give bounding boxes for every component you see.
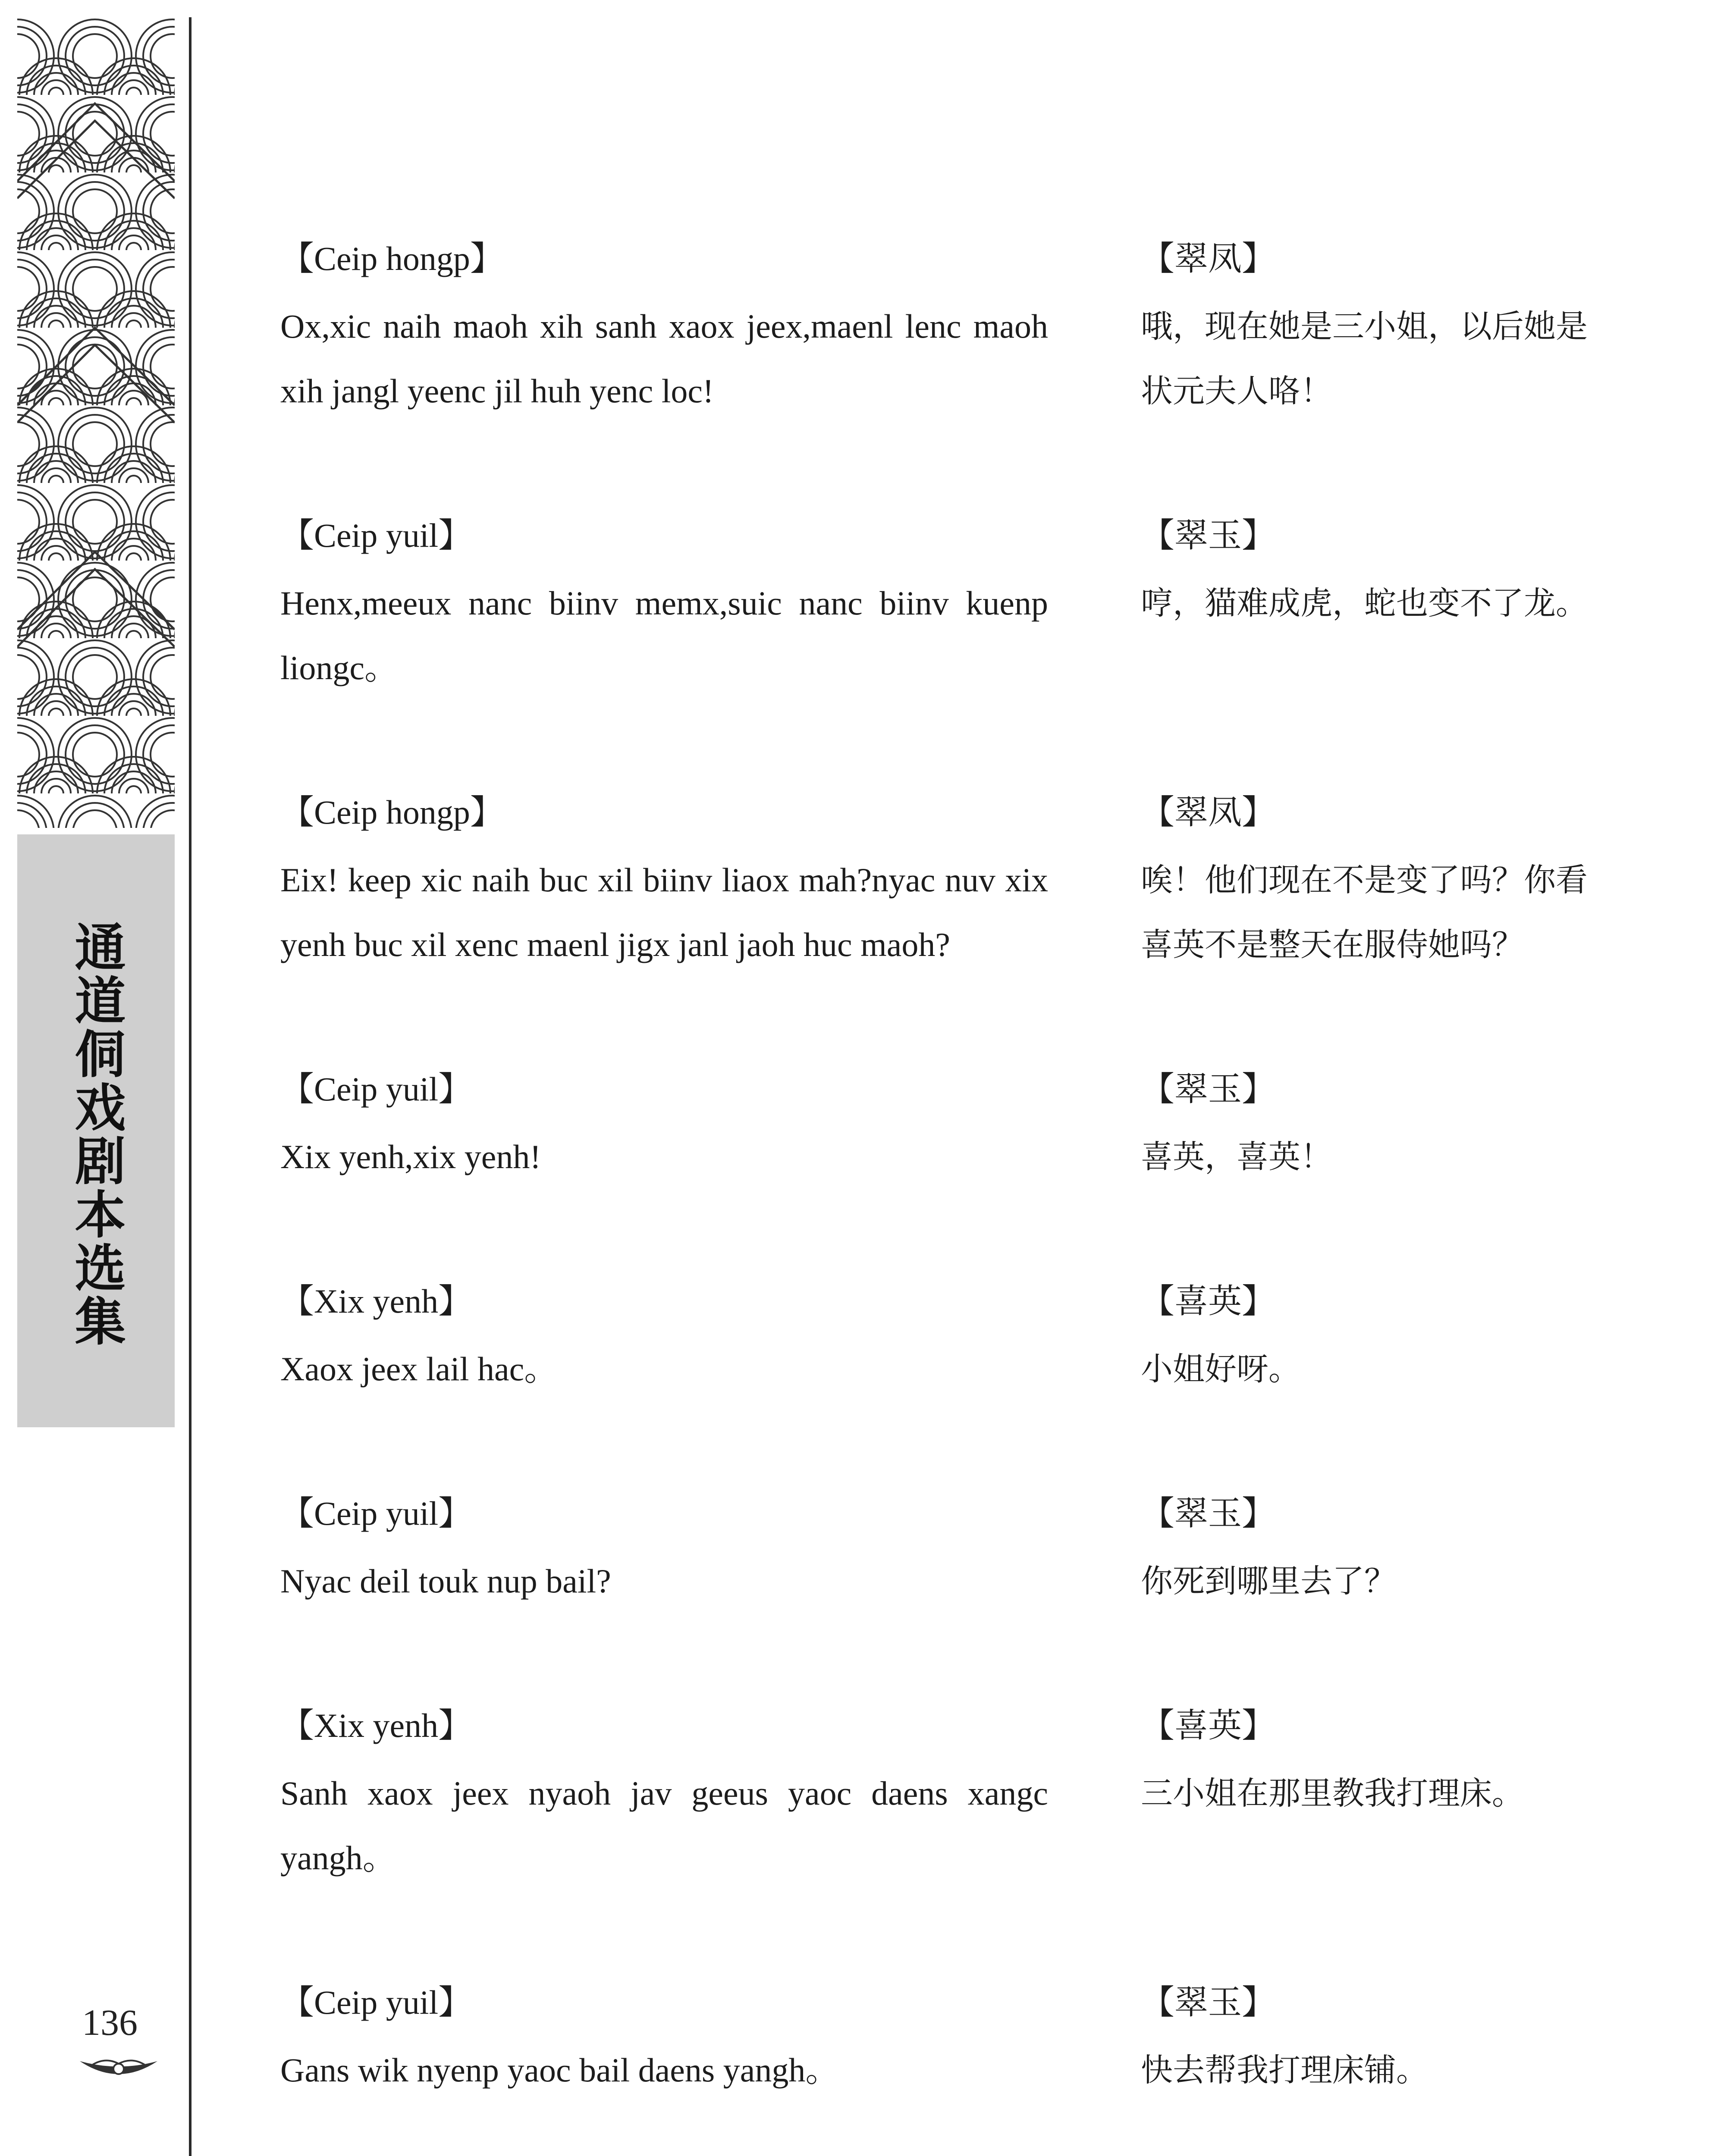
dong-column xyxy=(280,787,1048,977)
line-dong: Nyac deil touk nup bail? xyxy=(280,1562,611,1600)
line-dong: Henx,meeux nanc biinv memx,suic nanc biinv kuenp liongc。 xyxy=(280,584,1048,686)
speaker-dong: 【Ceip yuil】 xyxy=(280,517,472,554)
dialogue-body xyxy=(280,233,1617,2156)
line-dong: Eix! keep xic naih buc xil biinv liaox mah?nyac nuv xix yenh buc xil xenc maenl jigx janl jaoh huc maoh? xyxy=(280,861,1048,963)
speaker-dong: 【Ceip yuil】 xyxy=(280,1984,472,2021)
speaker-dong: 【Ceip hongp】 xyxy=(280,240,504,277)
chinese-column xyxy=(1141,1488,1617,1614)
speaker-chinese: 【翠玉】 xyxy=(1141,1495,1276,1532)
book-title-panel xyxy=(17,834,175,1427)
chinese-column xyxy=(1141,1977,1617,2103)
line-dong: Ox,xic naih maoh xih sanh xaox jeex,maenl lenc maoh xih jangl yeenc jil huh yenc loc! xyxy=(280,307,1048,410)
dong-column xyxy=(280,233,1048,423)
scroll-pattern-icon xyxy=(17,17,175,828)
line-dong: Xaox jeex lail hac。 xyxy=(280,1350,558,1388)
speaker-chinese: 【喜英】 xyxy=(1141,1282,1276,1320)
speaker-chinese: 【翠玉】 xyxy=(1141,1984,1276,2021)
dialogue-entry xyxy=(280,1488,1617,1614)
dong-column xyxy=(280,1977,1048,2103)
dong-column xyxy=(280,1488,1048,1614)
speaker-chinese: 【翠凤】 xyxy=(1141,793,1276,831)
dialogue-entry xyxy=(280,1063,1617,1189)
speaker-dong: 【Xix yenh】 xyxy=(280,1707,472,1744)
speaker-dong: 【Ceip yuil】 xyxy=(280,1070,472,1108)
chinese-column xyxy=(1141,1275,1617,1401)
dong-column xyxy=(280,1063,1048,1189)
speaker-chinese: 【翠玉】 xyxy=(1141,1070,1276,1108)
dialogue-entry xyxy=(280,510,1617,700)
page-number: 136 xyxy=(82,2002,138,2043)
decorative-border xyxy=(17,17,175,828)
dong-column xyxy=(280,1700,1048,1890)
dialogue-entry xyxy=(280,787,1617,977)
speaker-dong: 【Ceip yuil】 xyxy=(280,1495,472,1532)
speaker-dong: 【Xix yenh】 xyxy=(280,1282,472,1320)
line-chinese: 哦，现在她是三小姐，以后她是状元夫人咯！ xyxy=(1141,308,1588,410)
dialogue-entry xyxy=(280,1700,1617,1890)
dialogue-entry xyxy=(280,1275,1617,1401)
dong-column xyxy=(280,510,1048,700)
line-chinese: 喜英，喜英！ xyxy=(1141,1138,1332,1175)
line-dong: Sanh xaox jeex nyaoh jav geeus yaoc daens xangc yangh。 xyxy=(280,1774,1048,1877)
chinese-column xyxy=(1141,1700,1617,1890)
margin-rule xyxy=(189,17,192,2156)
speaker-chinese: 【喜英】 xyxy=(1141,1707,1276,1744)
speaker-dong: 【Ceip hongp】 xyxy=(280,793,504,831)
chinese-column xyxy=(1141,1063,1617,1189)
chinese-column xyxy=(1141,510,1617,700)
chinese-column xyxy=(1141,787,1617,977)
dialogue-entry xyxy=(280,1977,1617,2103)
dong-column xyxy=(280,1275,1048,1401)
line-dong: Xix yenh,xix yenh! xyxy=(280,1138,541,1175)
line-chinese: 你死到哪里去了？ xyxy=(1141,1563,1396,1600)
line-chinese: 唉！他们现在不是变了吗？你看喜英不是整天在服侍她吗？ xyxy=(1141,862,1588,963)
book-title: 通道侗戏剧本选集 xyxy=(66,921,126,1348)
line-chinese: 小姐好呀。 xyxy=(1141,1351,1300,1388)
line-dong: Gans wik nyenp yaoc bail daens yangh。 xyxy=(280,2051,839,2089)
speaker-chinese: 【翠玉】 xyxy=(1141,517,1276,554)
line-chinese: 快去帮我打理床铺。 xyxy=(1141,2052,1428,2089)
ornament-icon xyxy=(75,2053,162,2089)
chinese-column xyxy=(1141,233,1617,423)
speaker-chinese: 【翠凤】 xyxy=(1141,240,1276,277)
line-chinese: 三小姐在那里教我打理床。 xyxy=(1141,1775,1524,1812)
dialogue-entry xyxy=(280,233,1617,423)
line-chinese: 哼，猫难成虎，蛇也变不了龙。 xyxy=(1141,585,1588,622)
